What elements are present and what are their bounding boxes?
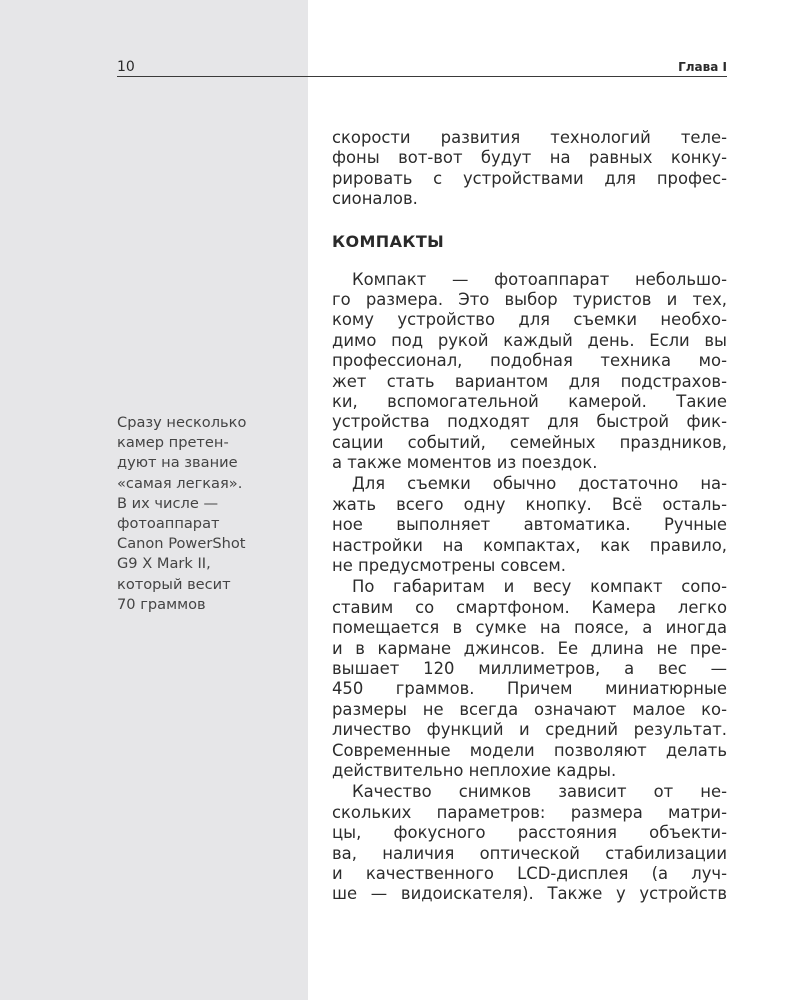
- running-head: [117, 58, 727, 77]
- text-line: димо под рукой каждый день. Если вы: [332, 330, 727, 350]
- text-line: Качество снимков зависит от не-: [352, 782, 727, 802]
- text-line: скольких параметров: размера матри-: [332, 802, 727, 822]
- text-line: фоны вот-вот будут на равных конку-: [332, 148, 727, 168]
- side-note-line: дуют на звание: [117, 454, 238, 472]
- text-line: настройки на компактах, как правило,: [332, 535, 727, 555]
- side-note-line: Сразу несколько: [117, 414, 247, 431]
- intro-paragraph: [332, 128, 727, 210]
- side-note-line: Canon PowerShot: [117, 535, 246, 553]
- side-note-line: «самая легкая».: [117, 474, 243, 492]
- text-line: помещается в сумке на поясе, а иногда: [332, 618, 727, 638]
- text-line: сионалов.: [332, 189, 418, 209]
- section-heading: КОМПАКТЫ: [332, 231, 445, 251]
- text-line: размеры не всегда означают малое ко-: [332, 699, 727, 719]
- text-line: вышает 120 миллиметров, а вес —: [332, 658, 727, 678]
- text-line: не предусмотрены совсем.: [332, 556, 566, 576]
- text-line: устройства подходят для быстрой фик-: [332, 412, 727, 432]
- text-line: Для съемки обычно достаточно на-: [352, 474, 727, 494]
- chapter-label: Глава I: [678, 60, 727, 74]
- text-line: жать всего одну кнопку. Всё осталь-: [332, 494, 727, 514]
- text-line: 450 граммов. Причем миниатюрные: [332, 679, 727, 699]
- text-line: сации событий, семейных праздников,: [332, 432, 727, 452]
- text-line: ше — видоискателя). Также у устройств: [332, 884, 727, 904]
- paragraph-one-button: [332, 474, 727, 576]
- text-line: ки, вспомогательной камерой. Такие: [332, 391, 727, 411]
- text-line: скорости развития технологий теле-: [332, 128, 727, 147]
- side-note-line: G9 X Mark II,: [117, 555, 211, 573]
- text-line: ставим со смартфоном. Камера легко: [332, 597, 727, 617]
- text-line: Современные модели позволяют делать: [332, 740, 727, 760]
- side-note-line: фотоаппарат: [117, 514, 220, 532]
- text-line: и качественного LCD-дисплея (а луч-: [332, 863, 727, 883]
- side-note: [117, 413, 282, 615]
- text-line: действительно неплохие кадры.: [332, 760, 617, 780]
- text-line: жет стать вариантом для подстрахов-: [332, 371, 727, 391]
- side-note-line: 70 граммов: [117, 595, 206, 613]
- text-line: го размера. Это выбор туристов и тех,: [332, 289, 727, 309]
- text-line: По габаритам и весу компакт сопо-: [352, 577, 727, 597]
- paragraph-compact-definition: [332, 270, 727, 474]
- page-number: 10: [117, 59, 135, 75]
- text-line: а также моментов из поездок.: [332, 453, 598, 473]
- paragraph-image-quality: [332, 782, 727, 904]
- text-line: кому устройство для съемки необхо-: [332, 310, 727, 330]
- paragraph-size-weight: [332, 577, 727, 781]
- side-note-line: камер претен-: [117, 434, 229, 452]
- text-line: цы, фокусного расстояния объекти-: [332, 823, 727, 843]
- text-line: личество функций и средний результат.: [332, 720, 727, 740]
- text-line: профессионал, подобная техника мо-: [332, 351, 727, 371]
- side-note-line: В их числе —: [117, 494, 219, 512]
- side-note-line: который весит: [117, 575, 231, 593]
- text-line: Компакт — фотоаппарат небольшо-: [352, 269, 727, 289]
- text-line: рировать с устройствами для профес-: [332, 168, 727, 188]
- text-line: ва, наличия оптической стабилизации: [332, 843, 727, 863]
- text-line: и в кармане джинсов. Ее длина не пре-: [332, 638, 727, 658]
- text-line: ное выполняет автоматика. Ручные: [332, 515, 727, 535]
- main-text-column: [332, 128, 727, 905]
